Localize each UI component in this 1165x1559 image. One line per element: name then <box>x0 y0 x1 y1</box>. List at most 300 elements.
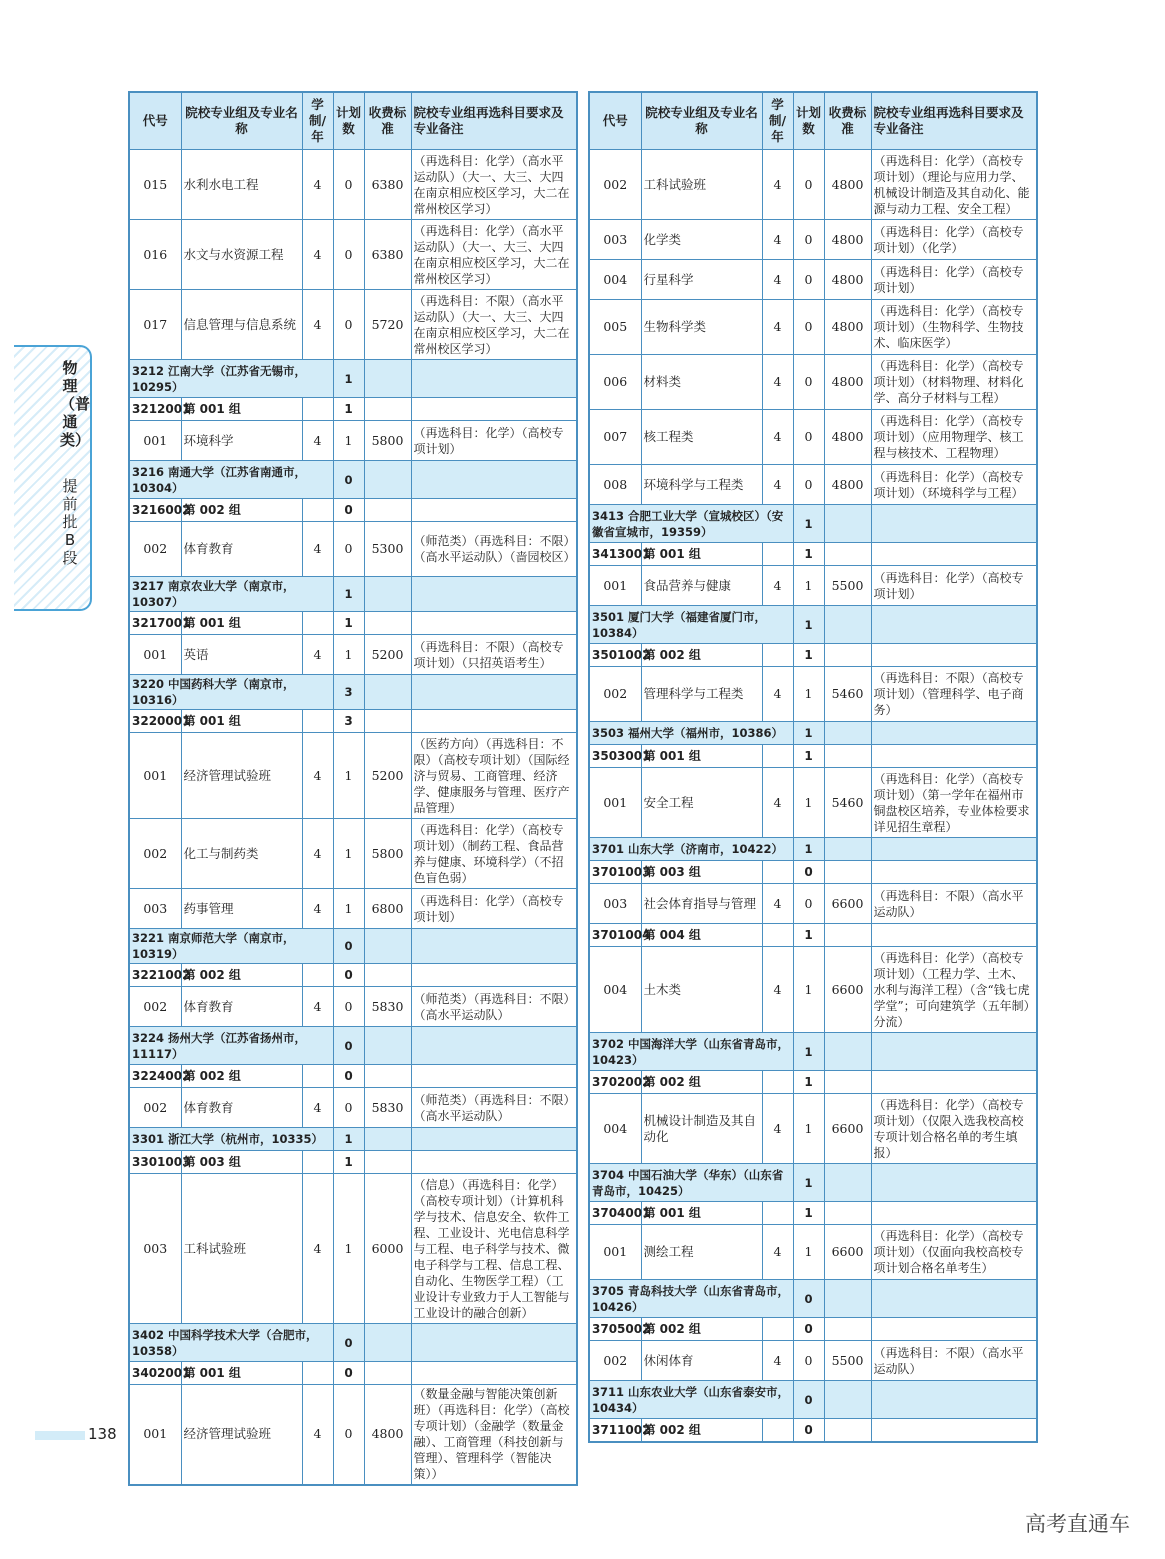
major-code: 004 <box>589 947 641 1033</box>
major-remarks: （再选科目：化学）（高校专项计划）（材料物理、材料化学、高分子材料与工程） <box>871 355 1037 410</box>
tuition-fee: 5500 <box>824 566 871 606</box>
empty-cell <box>364 1027 411 1065</box>
group-row <box>589 1419 1037 1442</box>
empty-cell <box>871 722 1037 745</box>
empty-cell <box>871 1419 1037 1442</box>
plan-count: 1 <box>793 644 824 667</box>
table-body-left <box>129 150 577 1485</box>
study-years: 4 <box>302 635 333 675</box>
group-row <box>129 1065 577 1088</box>
empty-cell <box>411 1324 577 1362</box>
major-name: 安全工程 <box>641 768 762 838</box>
empty-cell <box>302 1065 333 1088</box>
major-remarks: （再选科目：化学）（高校专项计划） <box>411 889 577 929</box>
major-remarks: （再选科目：化学）（高校专项计划）（化学） <box>871 220 1037 260</box>
empty-cell <box>411 612 577 635</box>
tuition-fee: 5720 <box>364 290 411 360</box>
plan-count: 1 <box>793 1033 824 1071</box>
group-name: 第 001 组 <box>181 710 302 733</box>
plan-count: 1 <box>793 606 824 644</box>
major-name: 行星科学 <box>641 260 762 300</box>
empty-cell <box>824 1419 871 1442</box>
group-row <box>589 1071 1037 1094</box>
plan-count: 0 <box>793 1381 824 1419</box>
major-code: 015 <box>129 150 181 220</box>
school-name: 3217 南京农业大学（南京市，10307） <box>129 577 333 612</box>
study-years: 4 <box>762 1225 793 1280</box>
empty-cell <box>364 360 411 398</box>
group-name: 第 002 组 <box>641 1318 762 1341</box>
tuition-fee: 6380 <box>364 150 411 220</box>
empty-cell <box>302 398 333 421</box>
page-number-bar <box>35 1431 85 1440</box>
major-remarks: （再选科目：化学）（高水平运动队）（大一、大三、大四在南京相应校区学习，大二在常州校区学习） <box>411 150 577 220</box>
school-row <box>129 1324 577 1362</box>
plan-count: 1 <box>793 947 824 1033</box>
major-row <box>129 290 577 360</box>
table-header <box>589 92 1037 150</box>
major-remarks: （再选科目：化学）（高校专项计划）（第一学年在福州市铜盘校区培养，专业体检要求详见招生章程） <box>871 768 1037 838</box>
major-remarks: （再选科目：不限）（高校专项计划）（只招英语考生） <box>411 635 577 675</box>
group-name: 第 002 组 <box>641 1071 762 1094</box>
school-name: 3413 合肥工业大学（宣城校区）（安徽省宣城市，19359） <box>589 505 793 543</box>
major-name: 体育教育 <box>181 987 302 1027</box>
plan-count: 1 <box>333 612 364 635</box>
school-name: 3216 南通大学（江苏省南通市，10304） <box>129 461 333 499</box>
major-code: 002 <box>129 819 181 889</box>
major-name: 经济管理试验班 <box>181 1385 302 1485</box>
empty-cell <box>871 1033 1037 1071</box>
admission-table-right <box>588 91 1038 1443</box>
empty-cell <box>824 1164 871 1202</box>
major-name: 食品营养与健康 <box>641 566 762 606</box>
major-name: 管理科学与工程类 <box>641 667 762 722</box>
major-name: 核工程类 <box>641 410 762 465</box>
major-code: 003 <box>589 884 641 924</box>
plan-count: 3 <box>333 710 364 733</box>
empty-cell <box>302 499 333 522</box>
header-code: 代号 <box>129 92 181 150</box>
study-years: 4 <box>302 522 333 577</box>
header-fee: 收费标准 <box>364 92 411 150</box>
major-name: 社会体育指导与管理 <box>641 884 762 924</box>
empty-cell <box>411 577 577 612</box>
school-row <box>589 505 1037 543</box>
school-row <box>129 1128 577 1151</box>
tuition-fee: 6600 <box>824 947 871 1033</box>
group-name: 第 004 组 <box>641 924 762 947</box>
study-years: 4 <box>302 819 333 889</box>
empty-cell <box>364 499 411 522</box>
group-row <box>129 499 577 522</box>
major-name: 材料类 <box>641 355 762 410</box>
major-code: 016 <box>129 220 181 290</box>
plan-count: 1 <box>793 838 824 861</box>
tuition-fee: 5460 <box>824 667 871 722</box>
major-code: 002 <box>589 150 641 220</box>
school-row <box>589 838 1037 861</box>
empty-cell <box>824 838 871 861</box>
empty-cell <box>411 1027 577 1065</box>
group-code: 3220001 <box>129 710 181 733</box>
tuition-fee: 5300 <box>364 522 411 577</box>
empty-cell <box>411 1128 577 1151</box>
group-row <box>129 1151 577 1174</box>
plan-count: 1 <box>333 819 364 889</box>
major-remarks: （师范类）（再选科目：不限）（高水平运动队） <box>411 987 577 1027</box>
tuition-fee: 6600 <box>824 1094 871 1164</box>
group-code: 3704001 <box>589 1202 641 1225</box>
major-row <box>129 421 577 461</box>
plan-count: 1 <box>793 566 824 606</box>
group-code: 3224002 <box>129 1065 181 1088</box>
major-remarks: （再选科目：化学）（高校专项计划）（工程力学、土木、水利与海洋工程）（含“钱七虎学堂”；可向建筑学（五年制）分流） <box>871 947 1037 1033</box>
group-code: 3705002 <box>589 1318 641 1341</box>
study-years: 4 <box>302 1088 333 1128</box>
major-code: 017 <box>129 290 181 360</box>
plan-count: 1 <box>333 889 364 929</box>
tuition-fee: 6800 <box>364 889 411 929</box>
study-years: 4 <box>302 220 333 290</box>
plan-count: 1 <box>333 421 364 461</box>
major-name: 工科试验班 <box>181 1174 302 1324</box>
group-code: 3301003 <box>129 1151 181 1174</box>
plan-count: 1 <box>793 543 824 566</box>
major-code: 002 <box>589 1341 641 1381</box>
major-name: 化学类 <box>641 220 762 260</box>
major-remarks: （再选科目：不限）（高水平运动队） <box>871 884 1037 924</box>
major-remarks: （信息）（再选科目：化学）（高校专项计划）（计算机科学与技术、信息安全、软件工程、工业设计、光电信息科学与工程、电子科学与技术、微电子科学与工程、信息工程、自动化、生物医学工程）（工业设计专业致力于人工智能与工业设计的融合创新） <box>411 1174 577 1324</box>
empty-cell <box>364 675 411 710</box>
empty-cell <box>302 1362 333 1385</box>
empty-cell <box>411 710 577 733</box>
empty-cell <box>824 722 871 745</box>
group-row <box>129 710 577 733</box>
major-remarks: （师范类）（再选科目：不限）（高水平运动队）（啬园校区） <box>411 522 577 577</box>
empty-cell <box>871 1381 1037 1419</box>
study-years: 4 <box>762 768 793 838</box>
plan-count: 1 <box>793 768 824 838</box>
group-row <box>589 1318 1037 1341</box>
major-name: 经济管理试验班 <box>181 733 302 819</box>
tuition-fee: 5800 <box>364 819 411 889</box>
major-row <box>129 150 577 220</box>
empty-cell <box>762 543 793 566</box>
empty-cell <box>824 1071 871 1094</box>
school-name: 3503 福州大学（福州市，10386） <box>589 722 793 745</box>
empty-cell <box>871 1202 1037 1225</box>
plan-count: 1 <box>793 745 824 768</box>
group-name: 第 002 组 <box>641 644 762 667</box>
major-row <box>589 410 1037 465</box>
tuition-fee: 6380 <box>364 220 411 290</box>
group-code: 3212001 <box>129 398 181 421</box>
major-row <box>129 819 577 889</box>
major-code: 002 <box>129 987 181 1027</box>
empty-cell <box>824 924 871 947</box>
major-row <box>589 300 1037 355</box>
plan-count: 0 <box>793 861 824 884</box>
plan-count: 0 <box>333 1324 364 1362</box>
plan-count: 0 <box>793 300 824 355</box>
major-code: 001 <box>589 566 641 606</box>
group-name: 第 001 组 <box>181 612 302 635</box>
empty-cell <box>824 606 871 644</box>
plan-count: 0 <box>793 884 824 924</box>
major-remarks: （再选科目：化学）（高校专项计划）（理论与应用力学、机械设计制造及其自动化、能源与动力工程、安全工程） <box>871 150 1037 220</box>
empty-cell <box>364 1324 411 1362</box>
major-row <box>589 1225 1037 1280</box>
major-row <box>589 355 1037 410</box>
group-row <box>589 644 1037 667</box>
empty-cell <box>871 924 1037 947</box>
major-name: 英语 <box>181 635 302 675</box>
plan-count: 0 <box>333 1065 364 1088</box>
group-row <box>589 543 1037 566</box>
group-name: 第 001 组 <box>181 398 302 421</box>
study-years: 4 <box>762 884 793 924</box>
school-name: 3702 中国海洋大学（山东省青岛市，10423） <box>589 1033 793 1071</box>
study-years: 4 <box>762 300 793 355</box>
empty-cell <box>824 1033 871 1071</box>
major-row <box>129 1385 577 1485</box>
major-code: 002 <box>129 522 181 577</box>
tuition-fee: 5830 <box>364 1088 411 1128</box>
empty-cell <box>871 1318 1037 1341</box>
school-row <box>589 1280 1037 1318</box>
plan-count: 1 <box>793 667 824 722</box>
table-header <box>129 92 577 150</box>
plan-count: 1 <box>333 733 364 819</box>
school-name: 3221 南京师范大学（南京市，10319） <box>129 929 333 964</box>
plan-count: 0 <box>793 1318 824 1341</box>
empty-cell <box>364 398 411 421</box>
major-code: 001 <box>589 768 641 838</box>
major-row <box>129 522 577 577</box>
study-years: 4 <box>762 1341 793 1381</box>
empty-cell <box>302 612 333 635</box>
group-name: 第 002 组 <box>181 1065 302 1088</box>
plan-count: 0 <box>793 355 824 410</box>
plan-count: 0 <box>333 522 364 577</box>
category-side-tab <box>14 345 92 611</box>
group-row <box>589 861 1037 884</box>
tuition-fee: 5200 <box>364 635 411 675</box>
plan-count: 1 <box>333 1174 364 1324</box>
empty-cell <box>364 612 411 635</box>
plan-count: 0 <box>793 1280 824 1318</box>
header-remarks: 院校专业组再选科目要求及专业备注 <box>411 92 577 150</box>
empty-cell <box>364 1151 411 1174</box>
empty-cell <box>364 1065 411 1088</box>
major-remarks: （再选科目：化学）（高校专项计划） <box>871 566 1037 606</box>
header-plan: 计划数 <box>793 92 824 150</box>
plan-count: 1 <box>793 1202 824 1225</box>
study-years: 4 <box>762 410 793 465</box>
study-years: 4 <box>762 566 793 606</box>
major-name: 土木类 <box>641 947 762 1033</box>
plan-count: 1 <box>793 1164 824 1202</box>
plan-count: 0 <box>793 410 824 465</box>
study-years: 4 <box>302 1385 333 1485</box>
empty-cell <box>411 499 577 522</box>
major-name: 水利水电工程 <box>181 150 302 220</box>
major-row <box>589 220 1037 260</box>
major-code: 002 <box>129 1088 181 1128</box>
major-row <box>589 768 1037 838</box>
plan-count: 0 <box>793 465 824 505</box>
school-row <box>589 1033 1037 1071</box>
study-years: 4 <box>762 1094 793 1164</box>
empty-cell <box>302 1151 333 1174</box>
group-row <box>589 924 1037 947</box>
plan-count: 1 <box>333 577 364 612</box>
school-name: 3301 浙江大学（杭州市，10335） <box>129 1128 333 1151</box>
category-label: 物理（普通类） <box>60 359 91 449</box>
major-name: 化工与制药类 <box>181 819 302 889</box>
major-remarks: （再选科目：化学）（高校专项计划）（仅面向我校高校专项计划合格名单考生） <box>871 1225 1037 1280</box>
group-code: 3402001 <box>129 1362 181 1385</box>
school-row <box>129 1027 577 1065</box>
plan-count: 1 <box>333 398 364 421</box>
major-code: 005 <box>589 300 641 355</box>
group-name: 第 001 组 <box>641 1202 762 1225</box>
study-years: 4 <box>302 987 333 1027</box>
tuition-fee: 4800 <box>364 1385 411 1485</box>
major-code: 001 <box>129 733 181 819</box>
empty-cell <box>824 1381 871 1419</box>
tuition-fee: 4800 <box>824 410 871 465</box>
empty-cell <box>762 745 793 768</box>
header-years: 学制/年 <box>762 92 793 150</box>
group-code: 3216002 <box>129 499 181 522</box>
major-name: 信息管理与信息系统 <box>181 290 302 360</box>
plan-count: 0 <box>333 964 364 987</box>
empty-cell <box>762 1318 793 1341</box>
admission-table-left <box>128 91 578 1486</box>
major-code: 004 <box>589 260 641 300</box>
header-remarks: 院校专业组再选科目要求及专业备注 <box>871 92 1037 150</box>
group-name: 第 002 组 <box>181 964 302 987</box>
school-name: 3224 扬州大学（江苏省扬州市，11117） <box>129 1027 333 1065</box>
tuition-fee: 4800 <box>824 150 871 220</box>
major-code: 001 <box>129 421 181 461</box>
major-code: 002 <box>589 667 641 722</box>
empty-cell <box>364 461 411 499</box>
header-code: 代号 <box>589 92 641 150</box>
plan-count: 0 <box>333 1088 364 1128</box>
major-remarks: （再选科目：不限）（高校专项计划）（管理科学、电子商务） <box>871 667 1037 722</box>
header-years: 学制/年 <box>302 92 333 150</box>
empty-cell <box>871 644 1037 667</box>
major-remarks: （师范类）（再选科目：不限）（高水平运动队） <box>411 1088 577 1128</box>
major-row <box>589 1094 1037 1164</box>
study-years: 4 <box>762 260 793 300</box>
major-code: 007 <box>589 410 641 465</box>
major-code: 003 <box>129 1174 181 1324</box>
major-row <box>589 667 1037 722</box>
group-name: 第 003 组 <box>181 1151 302 1174</box>
empty-cell <box>824 1318 871 1341</box>
tuition-fee: 5460 <box>824 768 871 838</box>
school-row <box>129 461 577 499</box>
study-years: 4 <box>302 1174 333 1324</box>
group-row <box>129 612 577 635</box>
school-name: 3212 江南大学（江苏省无锡市，10295） <box>129 360 333 398</box>
empty-cell <box>762 1071 793 1094</box>
major-code: 001 <box>589 1225 641 1280</box>
empty-cell <box>364 710 411 733</box>
empty-cell <box>871 1071 1037 1094</box>
tuition-fee: 4800 <box>824 220 871 260</box>
school-row <box>589 722 1037 745</box>
major-remarks: （医药方向）（再选科目：不限）（高校专项计划）（国际经济与贸易、工商管理、经济学、健康服务与管理、医疗产品管理） <box>411 733 577 819</box>
empty-cell <box>871 838 1037 861</box>
empty-cell <box>762 861 793 884</box>
major-code: 006 <box>589 355 641 410</box>
empty-cell <box>871 543 1037 566</box>
plan-count: 0 <box>333 1027 364 1065</box>
tuition-fee: 5200 <box>364 733 411 819</box>
plan-count: 1 <box>793 722 824 745</box>
major-row <box>129 220 577 290</box>
group-code: 3701003 <box>589 861 641 884</box>
major-row <box>129 733 577 819</box>
plan-count: 3 <box>333 675 364 710</box>
school-row <box>589 606 1037 644</box>
school-row <box>589 1381 1037 1419</box>
empty-cell <box>824 861 871 884</box>
empty-cell <box>824 745 871 768</box>
school-name: 3402 中国科学技术大学（合肥市，10358） <box>129 1324 333 1362</box>
major-name: 药事管理 <box>181 889 302 929</box>
plan-count: 1 <box>793 505 824 543</box>
major-remarks: （再选科目：不限）（高水平运动队）（大一、大三、大四在南京相应校区学习，大二在常州校区学习） <box>411 290 577 360</box>
major-code: 003 <box>589 220 641 260</box>
plan-count: 0 <box>333 290 364 360</box>
school-row <box>589 1164 1037 1202</box>
tuition-fee: 5800 <box>364 421 411 461</box>
study-years: 4 <box>762 150 793 220</box>
plan-count: 1 <box>333 1151 364 1174</box>
empty-cell <box>411 1065 577 1088</box>
major-name: 测绘工程 <box>641 1225 762 1280</box>
plan-count: 0 <box>793 1341 824 1381</box>
plan-count: 1 <box>793 1071 824 1094</box>
plan-count: 0 <box>793 1419 824 1442</box>
major-row <box>589 465 1037 505</box>
group-code: 3702002 <box>589 1071 641 1094</box>
tuition-fee: 4800 <box>824 260 871 300</box>
empty-cell <box>824 644 871 667</box>
school-name: 3701 山东大学（济南市，10422） <box>589 838 793 861</box>
major-name: 机械设计制造及其自动化 <box>641 1094 762 1164</box>
empty-cell <box>824 1280 871 1318</box>
study-years: 4 <box>302 889 333 929</box>
group-code: 3711002 <box>589 1419 641 1442</box>
major-code: 003 <box>129 889 181 929</box>
empty-cell <box>871 1164 1037 1202</box>
empty-cell <box>762 644 793 667</box>
school-row <box>129 929 577 964</box>
study-years: 4 <box>302 733 333 819</box>
plan-count: 0 <box>333 461 364 499</box>
empty-cell <box>824 505 871 543</box>
major-remarks: （再选科目：化学）（高校专项计划）（仅限入选我校高校专项计划合格名单的考生填报） <box>871 1094 1037 1164</box>
plan-count: 0 <box>333 1385 364 1485</box>
group-code: 3413001 <box>589 543 641 566</box>
header-name: 院校专业组及专业名称 <box>641 92 762 150</box>
